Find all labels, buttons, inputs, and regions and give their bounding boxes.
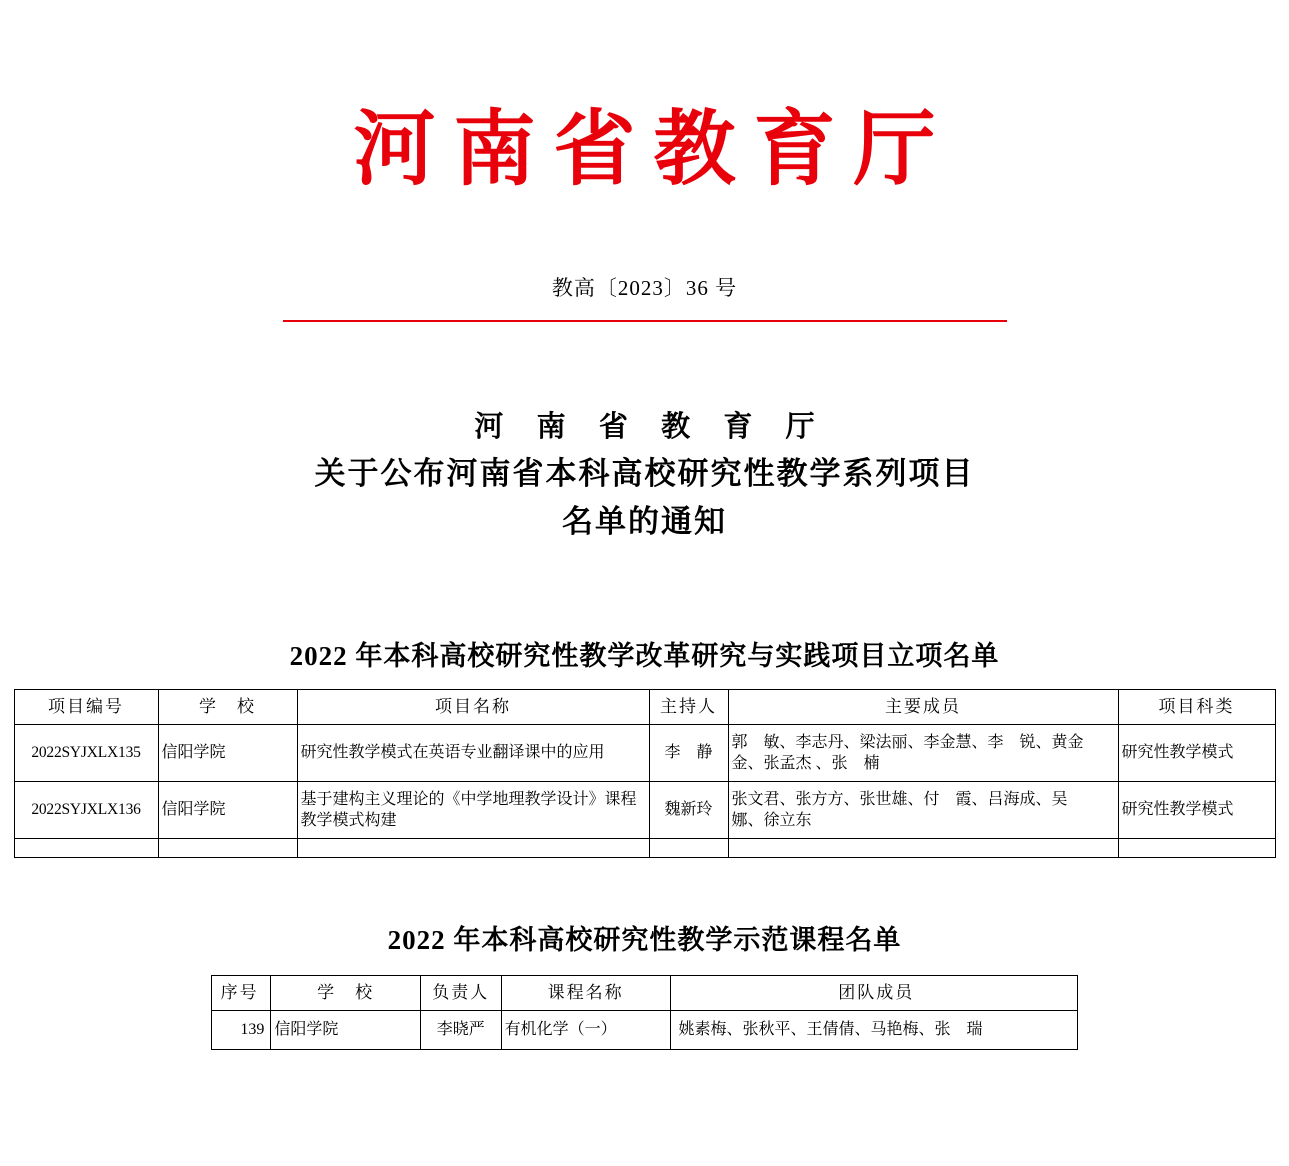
- demonstration-course-table: [211, 975, 1078, 1050]
- column-header-school: 学 校: [158, 689, 297, 724]
- column-header-code: 项目编号: [14, 689, 158, 724]
- cell-project: 基于建构主义理论的《中学地理教学设计》课程教学模式构建: [297, 781, 649, 838]
- cell-empty: [158, 838, 297, 857]
- column-header-category: 项目科类: [1118, 689, 1275, 724]
- cell-leader: 魏新玲: [649, 781, 728, 838]
- cell-empty: [728, 838, 1118, 857]
- cell-category: 研究性教学模式: [1118, 724, 1275, 781]
- table-header-row: [14, 689, 1275, 724]
- project-list-table: [14, 689, 1276, 858]
- column-header-team: 团队成员: [670, 975, 1077, 1010]
- table-partial-row: [14, 838, 1275, 857]
- section-1-heading: 2022 年本科高校研究性教学改革研究与实践项目立项名单: [289, 640, 1000, 671]
- cell-category: 研究性教学模式: [1118, 781, 1275, 838]
- cell-empty: [649, 838, 728, 857]
- section-2-heading: 2022 年本科高校研究性教学示范课程名单: [387, 924, 902, 955]
- cell-course: 有机化学（一）: [501, 1010, 670, 1049]
- cell-project: 研究性教学模式在英语专业翻译课中的应用: [297, 724, 649, 781]
- title-subject-line-2: 名单的通知: [562, 503, 727, 539]
- cell-school: 信阳学院: [158, 781, 297, 838]
- table-row: [14, 781, 1275, 838]
- document-number: 教高〔2023〕36 号: [551, 276, 738, 301]
- cell-leader: 李晓严: [420, 1010, 501, 1049]
- cell-empty: [14, 838, 158, 857]
- cell-school: 信阳学院: [271, 1010, 420, 1049]
- cell-team: 姚素梅、张秋平、王倩倩、马艳梅、张 瑞: [670, 1010, 1077, 1049]
- title-issuer: 河 南 省 教 育 厅: [474, 411, 828, 444]
- cell-members: 张文君、张方方、张世雄、付 霞、吕海成、吴 娜、徐立东: [728, 781, 1118, 838]
- column-header-course: 课程名称: [501, 975, 670, 1010]
- table-row: [212, 1010, 1078, 1049]
- table-row: [14, 724, 1275, 781]
- cell-code: 2022SYJXLX135: [14, 724, 158, 781]
- cell-members: 郭 敏、李志丹、梁法丽、李金慧、李 锐、黄金金、张孟杰 、张 楠: [728, 724, 1118, 781]
- title-block: [0, 406, 1289, 546]
- red-divider-rule: [283, 320, 1007, 322]
- masthead-title: 河南省教育厅: [353, 101, 954, 197]
- table-header-row: [212, 975, 1078, 1010]
- cell-empty: [297, 838, 649, 857]
- cell-code: 2022SYJXLX136: [14, 781, 158, 838]
- cell-leader: 李 静: [649, 724, 728, 781]
- column-header-index: 序号: [212, 975, 271, 1010]
- column-header-leader: 主持人: [649, 689, 728, 724]
- column-header-project: 项目名称: [297, 689, 649, 724]
- cell-empty: [1118, 838, 1275, 857]
- cell-index: 139: [212, 1010, 271, 1049]
- column-header-school: 学 校: [271, 975, 420, 1010]
- column-header-members: 主要成员: [728, 689, 1118, 724]
- cell-school: 信阳学院: [158, 724, 297, 781]
- title-subject-line-1: 关于公布河南省本科高校研究性教学系列项目: [314, 455, 975, 491]
- column-header-leader: 负责人: [420, 975, 501, 1010]
